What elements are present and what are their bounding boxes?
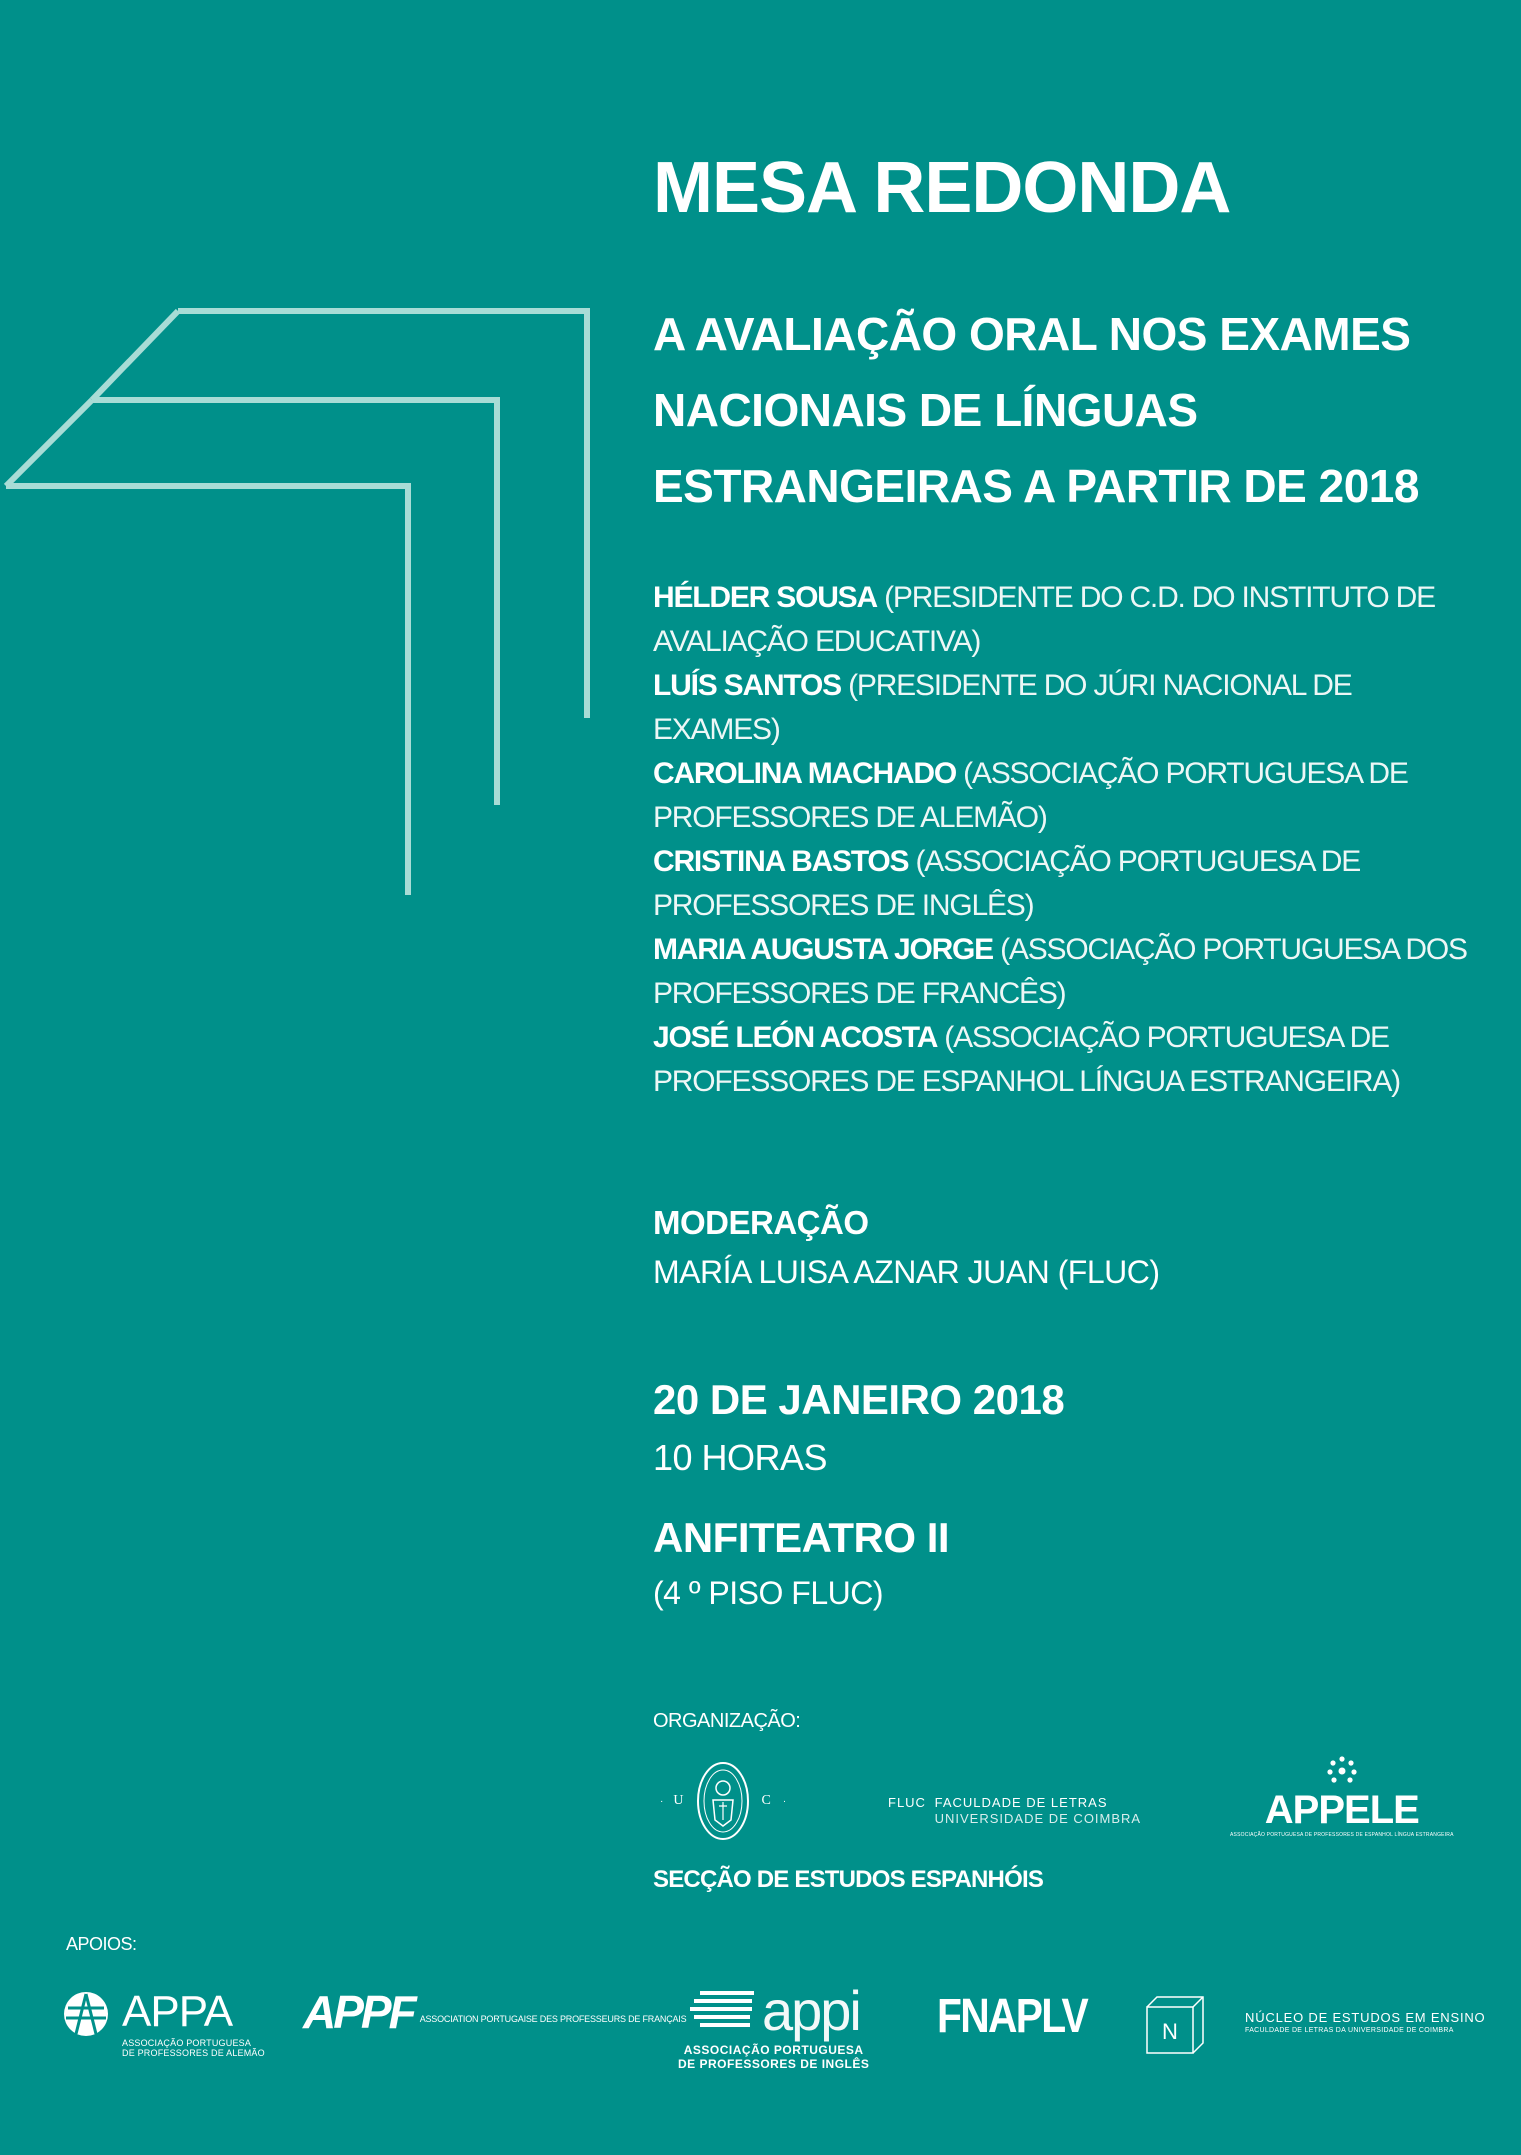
event-time: 10 HORAS <box>653 1436 828 1478</box>
participant-affiliation: PROFESSORES DE INGLÊS) <box>653 888 1034 922</box>
appi-wordmark: appi <box>761 1979 860 2042</box>
subtitle-line: ESTRANGEIRAS A PARTIR DE 2018 <box>653 459 1419 512</box>
participant-affiliation: PROFESSORES DE ESPANHOL LÍNGUA ESTRANGEIRA) <box>653 1064 1400 1098</box>
appf-wordmark: APPF <box>303 1986 414 2038</box>
main-content <box>653 150 1473 1618</box>
appa-line: DE PROFESSORES DE ALEMÃO <box>122 2048 265 2058</box>
appf-tagline: ASSOCIATION PORTUGAISE DES PROFESSEURS DE FRANÇAIS <box>419 2014 687 2024</box>
participant-name: MARIA AUGUSTA JORGE <box>653 932 993 966</box>
event-subtitle <box>653 296 1473 524</box>
event-venue-detail: (4 º PISO FLUC) <box>653 1574 883 1611</box>
deco-line-outer <box>178 311 587 718</box>
participant-affiliation: (ASSOCIAÇÃO PORTUGUESA DE <box>908 844 1361 878</box>
participant <box>653 840 1473 928</box>
neen-name: NÚCLEO DE ESTUDOS EM ENSINO <box>1245 2010 1486 2025</box>
participant <box>653 752 1473 840</box>
fluc-name: FACULDADE DE LETRAS <box>934 1795 1108 1810</box>
participant-affiliation: (PRESIDENTE DO C.D. DO INSTITUTO DE <box>876 580 1435 614</box>
appa-wordmark: APPA <box>122 1987 233 2036</box>
participant <box>653 1016 1473 1104</box>
section-label: SECÇÃO DE ESTUDOS ESPANHÓIS <box>653 1866 1044 1893</box>
event-venue: ANFITEATRO II <box>653 1513 950 1561</box>
participant-name: CAROLINA MACHADO <box>653 756 956 790</box>
participant-affiliation: EXAMES) <box>653 712 780 746</box>
moderation-block <box>653 1200 1473 1298</box>
appi-line: ASSOCIAÇÃO PORTUGUESA <box>683 2043 864 2057</box>
neen-logo <box>1143 1993 1207 2062</box>
participant-affiliation: (PRESIDENTE DO JÚRI NACIONAL DE <box>840 668 1352 702</box>
appele-sun-icon <box>1325 1755 1359 1785</box>
participants-list <box>653 576 1473 1104</box>
uc-letter: C <box>761 1793 773 1808</box>
participant-affiliation: (ASSOCIAÇÃO PORTUGUESA DE <box>956 756 1408 790</box>
fnaplv-logo <box>937 1990 1113 2043</box>
participant-affiliation: PROFESSORES DE FRANCÊS) <box>653 976 1066 1010</box>
uc-logo <box>660 1760 786 1842</box>
appi-stripes-icon <box>688 1989 758 2033</box>
fnaplv-wordmark: FNAPLV <box>937 1990 1087 2043</box>
appele-wordmark: APPELE <box>1264 1788 1419 1832</box>
moderator-name: MARÍA LUISA AZNAR JUAN (FLUC) <box>653 1253 1160 1290</box>
participant-affiliation: (ASSOCIAÇÃO PORTUGUESA DOS <box>992 932 1467 966</box>
fluc-abbreviation: FLUC <box>888 1795 926 1810</box>
appi-logo <box>678 1979 870 2071</box>
deco-line-middle-diag <box>6 400 92 486</box>
appa-logo <box>62 1987 265 2058</box>
participant-name: CRISTINA BASTOS <box>653 844 909 878</box>
appa-line: ASSOCIAÇÃO PORTUGUESA <box>122 2038 252 2048</box>
participant-affiliation: PROFESSORES DE ALEMÃO) <box>653 800 1047 834</box>
fluc-logo <box>888 1795 1141 1827</box>
subtitle-line: A AVALIAÇÃO ORAL NOS EXAMES <box>653 307 1411 360</box>
uc-seal-icon <box>695 1760 751 1842</box>
neen-letter: N <box>1162 2019 1178 2044</box>
participant <box>653 928 1473 1016</box>
uc-dot: · <box>660 1795 664 1807</box>
participant-name: HÉLDER SOUSA <box>653 580 877 614</box>
deco-line-middle <box>92 400 497 805</box>
deco-line-outer-diag <box>92 311 178 400</box>
subtitle-line: NACIONAIS DE LÍNGUAS <box>653 383 1198 436</box>
deco-line-inner <box>6 486 408 895</box>
appa-globe-icon <box>62 1990 110 2038</box>
neen-cube-icon <box>1143 1993 1207 2057</box>
participant-name: LUÍS SANTOS <box>653 668 841 702</box>
participant <box>653 664 1473 752</box>
neen-text <box>1245 2010 1485 2034</box>
appele-logo <box>1230 1755 1454 1838</box>
participant-name: JOSÉ LEÓN ACOSTA <box>653 1020 938 1054</box>
uc-dot: · <box>782 1795 787 1807</box>
participant-affiliation: AVALIAÇÃO EDUCATIVA) <box>653 624 981 658</box>
organization-label: ORGANIZAÇÃO: <box>653 1710 801 1732</box>
moderation-label: MODERAÇÃO <box>653 1203 869 1241</box>
supporters-label: APOIOS: <box>66 1934 137 1954</box>
page-title: MESA REDONDA <box>653 148 1231 228</box>
decorative-steps-graphic <box>0 0 640 920</box>
participant-affiliation: (ASSOCIAÇÃO PORTUGUESA DE <box>937 1020 1389 1054</box>
participant <box>653 576 1473 664</box>
fluc-university: UNIVERSIDADE DE COIMBRA <box>934 1811 1142 1826</box>
appi-line: DE PROFESSORES DE INGLÊS <box>678 2057 870 2071</box>
event-date: 20 DE JANEIRO 2018 <box>653 1375 1065 1423</box>
neen-subline: FACULDADE DE LETRAS DA UNIVERSIDADE DE COIMBRA <box>1245 2027 1454 2034</box>
appele-tagline: ASSOCIAÇÃO PORTUGUESA DE PROFESSORES DE ESPANHOL LÍNGUA ESTRANGEIRA <box>1230 1832 1454 1838</box>
appf-logo <box>303 1986 687 2038</box>
uc-letter: U <box>673 1793 686 1808</box>
